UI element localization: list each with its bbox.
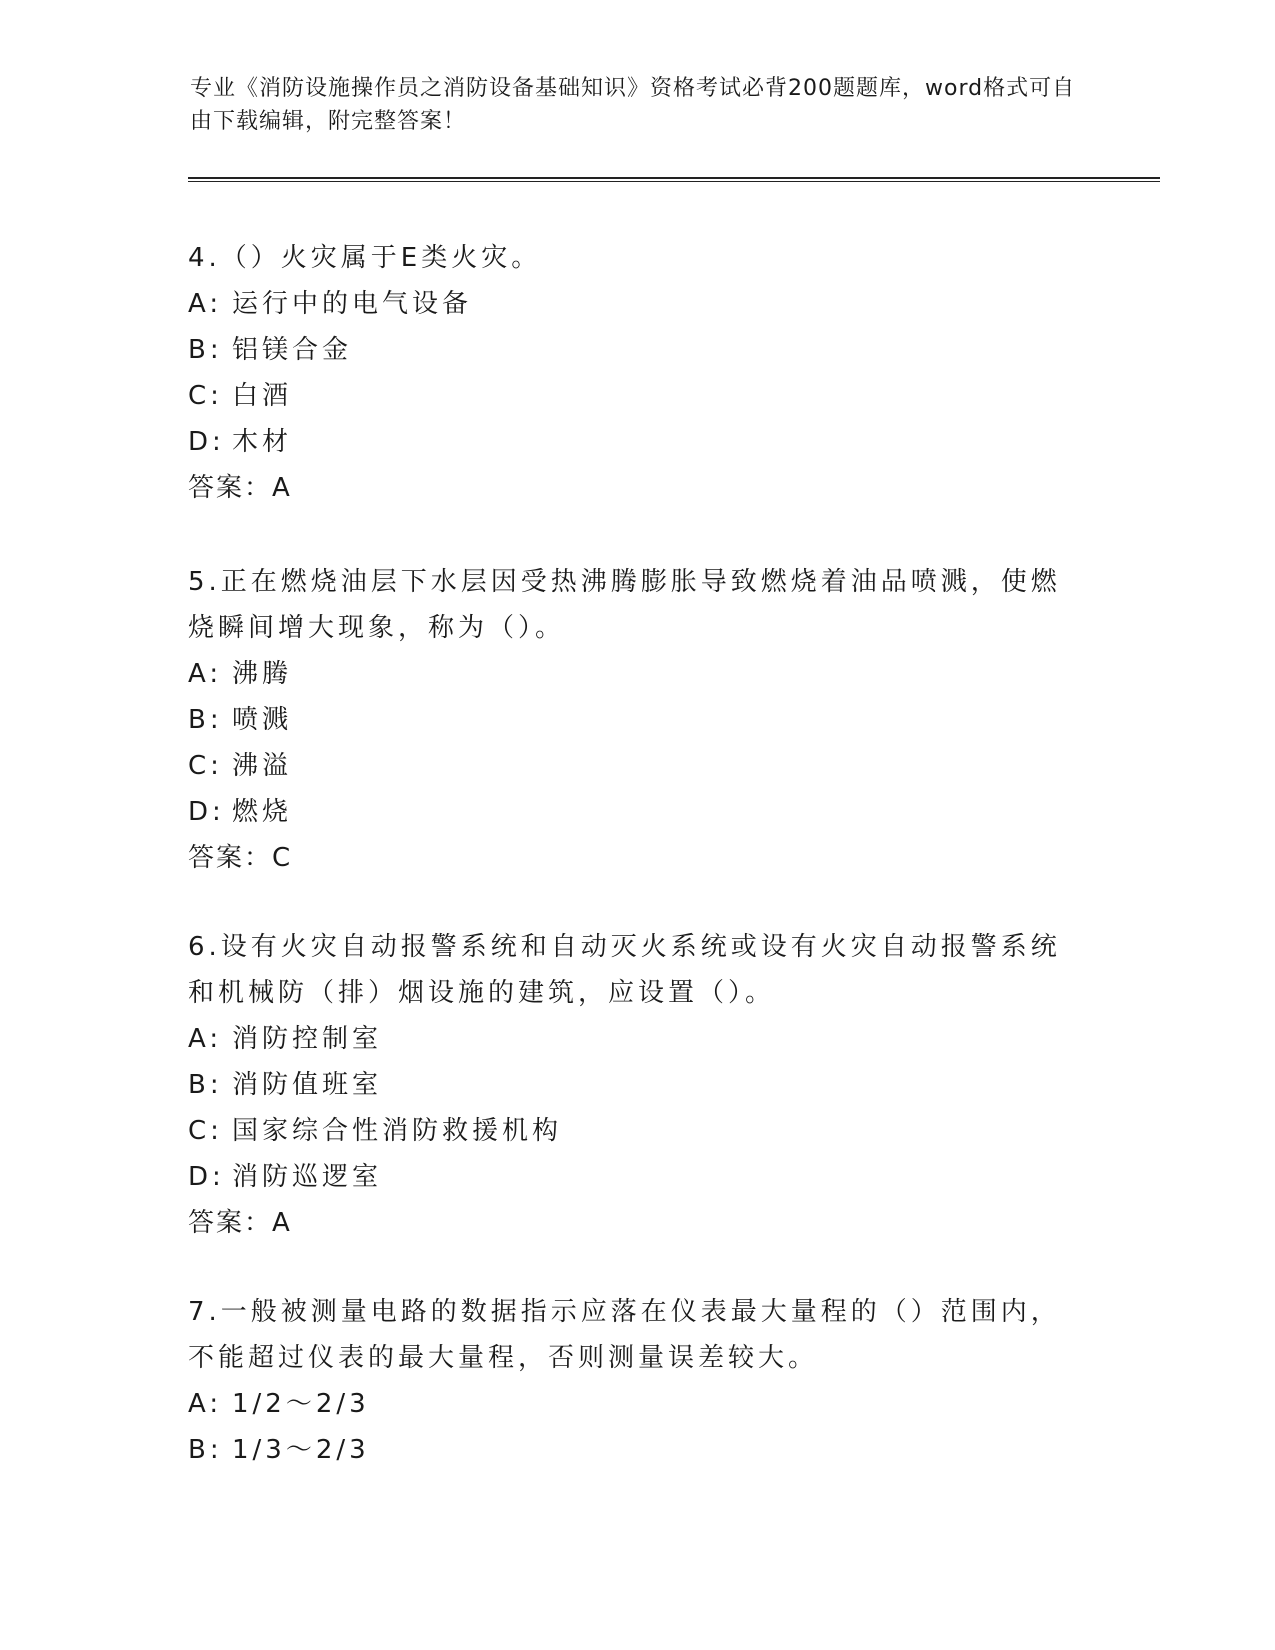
option-letter: C: xyxy=(188,1116,223,1146)
option-text: 运行中的电气设备 xyxy=(232,289,473,319)
answer-line: 答案：C xyxy=(188,843,293,873)
option-text: 燃烧 xyxy=(232,797,293,827)
option-d xyxy=(188,1154,1088,1200)
question-4 xyxy=(188,235,1088,511)
option-letter: D: xyxy=(188,797,225,827)
option-text: 1/3～2/3 xyxy=(232,1435,370,1465)
option-letter: B: xyxy=(188,1435,223,1465)
option-letter: B: xyxy=(188,1070,223,1100)
option-text: 消防巡逻室 xyxy=(232,1162,383,1192)
question-stem: 5.正在燃烧油层下水层因受热沸腾膨胀导致燃烧着油品喷溅，使燃烧瞬间增大现象，称为（）。 xyxy=(188,567,1061,643)
document-header: 专业《消防设施操作员之消防设备基础知识》资格考试必背200题题库，word格式可自由下载编辑，附完整答案！ xyxy=(190,76,1076,134)
option-list xyxy=(188,651,1088,835)
question-stem: 7.一般被测量电路的数据指示应落在仪表最大量程的（）范围内，不能超过仪表的最大量程，否则测量误差较大。 xyxy=(188,1297,1061,1373)
option-d xyxy=(188,789,1088,835)
option-letter: A: xyxy=(188,1389,223,1419)
option-text: 1/2～2/3 xyxy=(232,1389,370,1419)
answer-line: 答案：A xyxy=(188,1208,292,1238)
answer-line: 答案：A xyxy=(188,473,292,503)
option-letter: A: xyxy=(188,659,223,689)
option-text: 喷溅 xyxy=(232,705,293,735)
option-a xyxy=(188,1016,1088,1062)
option-b xyxy=(188,1062,1088,1108)
option-letter: A: xyxy=(188,1024,223,1054)
option-letter: A: xyxy=(188,289,223,319)
option-letter: C: xyxy=(188,751,223,781)
header-divider-thick xyxy=(188,177,1160,179)
option-list xyxy=(188,1381,1088,1473)
option-text: 沸腾 xyxy=(232,659,293,689)
option-a xyxy=(188,1381,1088,1427)
option-text: 消防值班室 xyxy=(232,1070,383,1100)
option-text: 国家综合性消防救援机构 xyxy=(232,1116,563,1146)
question-6 xyxy=(188,924,1088,1246)
option-text: 白酒 xyxy=(232,381,293,411)
question-7 xyxy=(188,1289,1088,1473)
header-divider-thin xyxy=(188,181,1160,182)
option-list xyxy=(188,1016,1088,1200)
option-b xyxy=(188,327,1088,373)
option-letter: C: xyxy=(188,381,223,411)
option-list xyxy=(188,281,1088,465)
option-letter: B: xyxy=(188,335,223,365)
option-text: 木材 xyxy=(232,427,293,457)
question-stem: 6.设有火灾自动报警系统和自动灭火系统或设有火灾自动报警系统和机械防（排）烟设施的建筑，应设置（）。 xyxy=(188,932,1061,1008)
option-d xyxy=(188,419,1088,465)
option-b xyxy=(188,1427,1088,1473)
option-text: 沸溢 xyxy=(232,751,293,781)
question-5 xyxy=(188,559,1088,881)
option-a xyxy=(188,281,1088,327)
option-letter: B: xyxy=(188,705,223,735)
option-c xyxy=(188,743,1088,789)
option-a xyxy=(188,651,1088,697)
option-text: 铝镁合金 xyxy=(232,335,353,365)
option-text: 消防控制室 xyxy=(232,1024,383,1054)
option-c xyxy=(188,373,1088,419)
option-c xyxy=(188,1108,1088,1154)
question-stem: 4.（）火灾属于E类火灾。 xyxy=(188,243,542,273)
option-b xyxy=(188,697,1088,743)
option-letter: D: xyxy=(188,427,225,457)
option-letter: D: xyxy=(188,1162,225,1192)
